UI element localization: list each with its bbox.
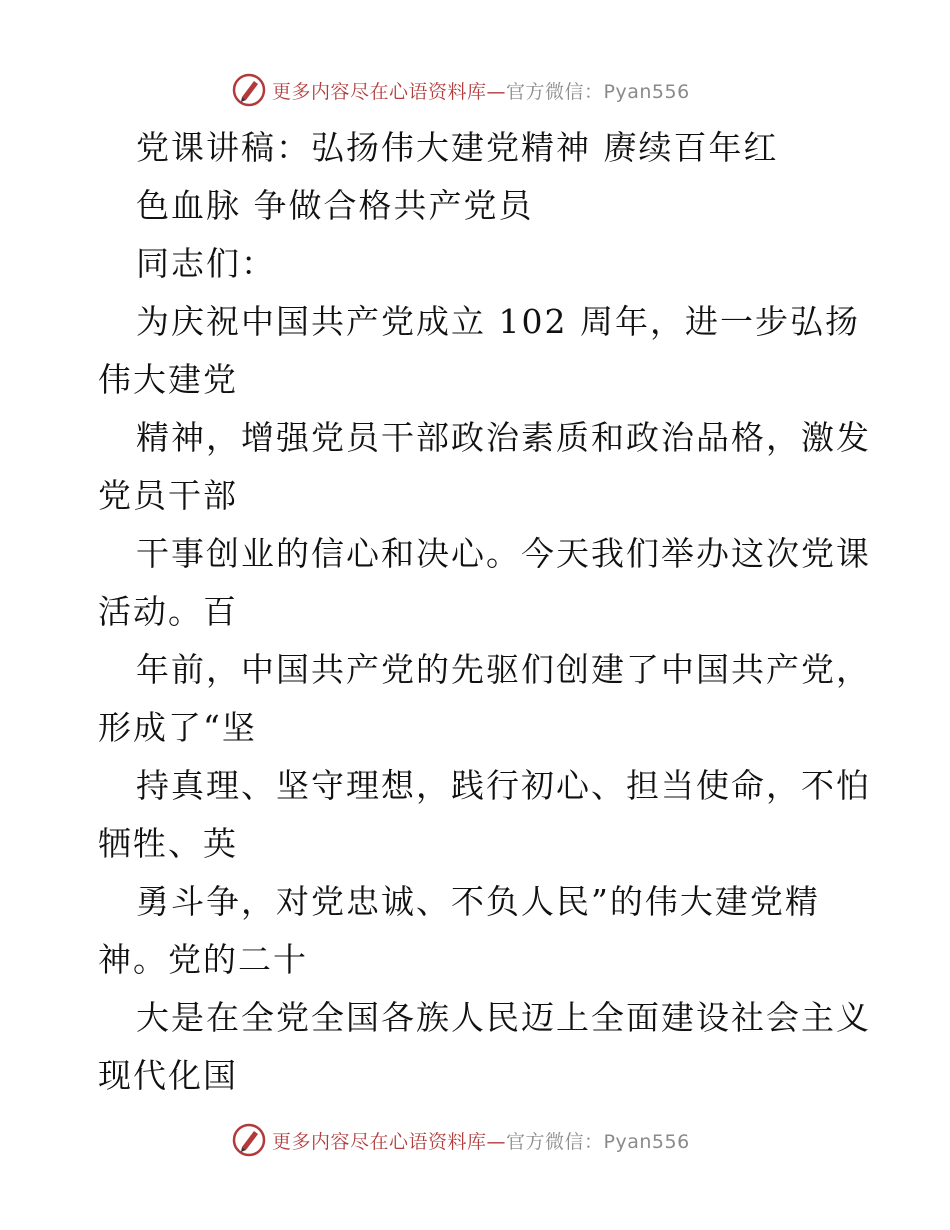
document-title-line-2: 色血脉 争做合格共产党员 bbox=[136, 186, 534, 225]
salutation: 同志们： bbox=[136, 244, 276, 283]
pen-logo-icon bbox=[232, 73, 266, 107]
footer-wechat-text: 官方微信：Pyan556 bbox=[506, 1130, 690, 1153]
text-line: 年前，中国共产党的先驱们创建了中国共产党， bbox=[136, 650, 871, 689]
header-site-text: 更多内容尽在心语资料库— bbox=[272, 80, 507, 103]
header-banner bbox=[232, 72, 690, 108]
text-line: 精神，增强党员干部政治素质和政治品格，激发 bbox=[136, 418, 871, 457]
pen-logo-icon bbox=[232, 1123, 266, 1157]
text-line: 持真理、坚守理想，践行初心、担当使命，不怕 bbox=[136, 766, 871, 805]
header-wechat-text: 官方微信：Pyan556 bbox=[506, 80, 690, 103]
text-line: 活动。百 bbox=[98, 592, 238, 631]
text-line: 为庆祝中国共产党成立 102 周年，进一步弘扬 bbox=[136, 302, 860, 341]
text-line: 神。党的二十 bbox=[98, 940, 308, 979]
text-line: 勇斗争，对党忠诚、不负人民”的伟大建党精 bbox=[136, 882, 820, 921]
text-line: 干事创业的信心和决心。今天我们举办这次党课 bbox=[136, 534, 871, 573]
text-line: 伟大建党 bbox=[98, 360, 238, 399]
header-banner-text bbox=[272, 77, 690, 104]
text-line: 形成了“坚 bbox=[98, 708, 257, 747]
text-line: 牺牲、英 bbox=[98, 824, 238, 863]
text-line: 党员干部 bbox=[98, 476, 238, 515]
text-line: 大是在全党全国各族人民迈上全面建设社会主义 bbox=[136, 998, 871, 1037]
document-title-line-1: 党课讲稿：弘扬伟大建党精神 赓续百年红 bbox=[136, 128, 779, 167]
footer-banner bbox=[232, 1122, 690, 1158]
footer-banner-text bbox=[272, 1127, 690, 1154]
text-line: 现代化国 bbox=[98, 1056, 238, 1095]
footer-site-text: 更多内容尽在心语资料库— bbox=[272, 1130, 507, 1153]
